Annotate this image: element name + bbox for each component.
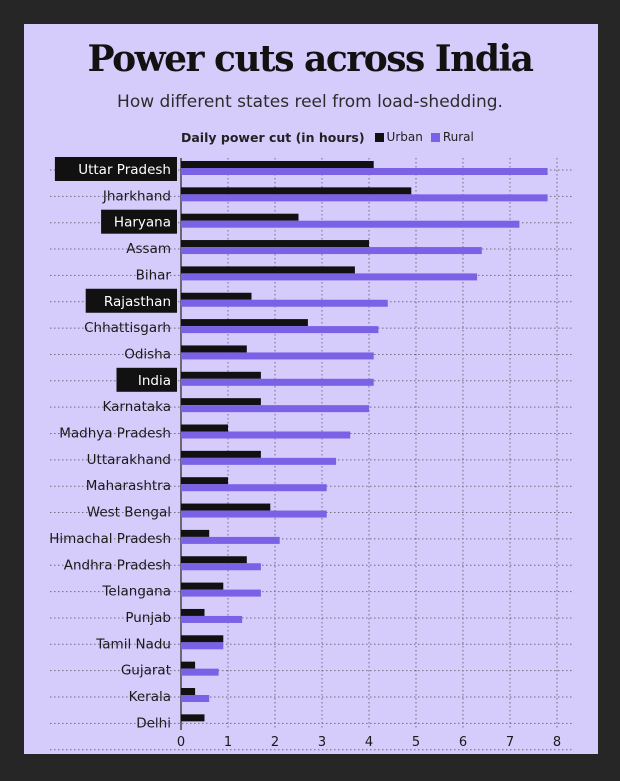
bar-rural [181,168,548,175]
category-label: West Bengal [86,504,171,521]
category-label: Punjab [125,609,171,626]
category-label: Haryana [113,214,171,231]
bar-urban [181,714,205,721]
category-label: Jharkhand [102,188,171,205]
bar-urban [181,240,369,247]
bar-rural [181,511,327,518]
category-label: Rajasthan [103,293,171,310]
bar-urban [181,398,261,405]
x-tick-label: 4 [364,735,374,750]
bar-rural [181,590,261,597]
x-tick-label: 7 [505,735,515,750]
category-label: Odisha [124,346,171,363]
bar-urban [181,425,228,432]
bar-urban [181,477,228,484]
x-tick-label: 5 [411,735,421,750]
bar-urban [181,187,411,194]
category-label: Uttar Pradesh [78,162,171,178]
x-tick-label: 1 [223,735,233,750]
bar-rural [181,695,209,702]
category-label: Telangana [102,583,171,600]
bar-rural [181,326,378,333]
bar-rural [181,194,548,201]
bar-urban [181,583,223,590]
bar-urban [181,372,261,379]
bar-rural [181,247,482,254]
x-axis-label: Daily power cut (in hours) [181,129,365,145]
bar-urban [181,556,247,563]
category-label: Bihar [135,267,171,284]
bar-urban [181,161,374,168]
category-label: Assam [126,241,171,258]
chart-subtitle: How different states reel from load-shedding. [117,92,503,112]
bar-rural [181,405,369,412]
x-tick-label: 8 [552,735,562,750]
category-label: Uttarakhand [86,451,171,468]
category-label: Andhra Pradesh [63,557,171,574]
bar-rural [181,537,280,544]
bar-urban [181,635,223,642]
bar-rural [181,669,219,676]
bar-rural [181,616,242,623]
category-label: Himachal Pradesh [49,530,171,547]
legend-label-urban: Urban [386,130,423,144]
bar-urban [181,266,355,273]
chart-title: Power cuts across India [87,38,533,80]
bar-rural [181,484,327,491]
bar-urban [181,451,261,458]
bar-urban [181,293,252,300]
bar-rural [181,221,519,228]
category-label: Gujarat [120,662,171,679]
bar-urban [181,688,195,695]
bar-urban [181,530,209,537]
bar-urban [181,662,195,669]
category-label: Delhi [136,715,171,732]
category-label: Madhya Pradesh [59,425,171,442]
bar-rural [181,458,336,465]
legend-label-rural: Rural [442,130,474,144]
category-label: India [137,372,171,389]
category-label: Karnataka [102,399,171,416]
bar-rural [181,300,388,307]
bar-rural [181,563,261,570]
bar-urban [181,609,205,616]
category-label: Maharashtra [85,478,171,495]
category-label: Kerala [128,689,171,705]
x-tick-label: 6 [458,735,468,750]
bar-urban [181,319,308,326]
x-tick-label: 0 [176,735,186,750]
category-label: Tamil Nadu [96,636,171,653]
bar-rural [181,432,350,439]
bar-rural [181,379,374,386]
bar-rural [181,642,223,649]
x-tick-label: 3 [317,735,327,750]
bar-urban [181,214,299,221]
bar-urban [181,504,270,511]
x-tick-label: 2 [270,735,280,750]
bar-urban [181,345,247,352]
bar-rural [181,273,477,280]
bar-rural [181,352,374,359]
category-label: Chhattisgarh [84,320,171,337]
